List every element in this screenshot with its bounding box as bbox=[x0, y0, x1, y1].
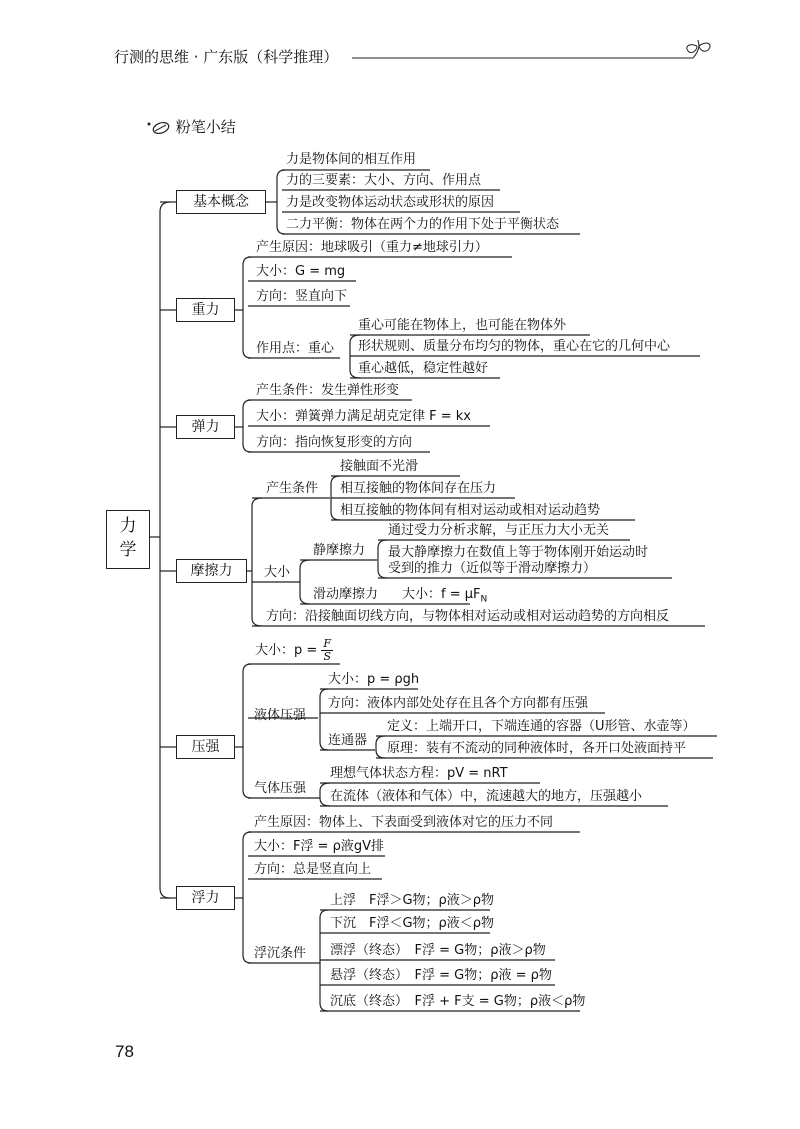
pressure-liquid-size: 大小：p = ρgh bbox=[328, 672, 420, 687]
buoyancy-cond-label: 浮沉条件 bbox=[254, 946, 307, 961]
branch-friction bbox=[176, 559, 247, 583]
branch-friction-label: 摩擦力 bbox=[190, 563, 233, 579]
friction-sliding-label: 滑动摩擦力 bbox=[313, 587, 379, 602]
branch-buoyancy-label: 浮力 bbox=[191, 890, 220, 906]
gravity-point: 作用点：重心 bbox=[256, 341, 335, 356]
pressure-connector-principle: 原理：装有不流动的同种液体时，各开口处液面持平 bbox=[387, 741, 687, 756]
buoyancy-cond-item: 悬浮（终态） F浮 = G物；ρ液 = ρ物 bbox=[330, 968, 552, 983]
branch-buoyancy bbox=[176, 886, 235, 910]
pressure-gas-label: 气体压强 bbox=[254, 781, 307, 796]
branch-basic-label: 基本概念 bbox=[193, 194, 249, 210]
branch-elastic-label: 弹力 bbox=[191, 419, 220, 435]
friction-cond-item: 相互接触的物体间有相对运动或相对运动趋势 bbox=[340, 503, 601, 518]
pressure-connector-label: 连通器 bbox=[328, 733, 368, 748]
basic-item: 二力平衡：物体在两个力的作用下处于平衡状态 bbox=[286, 217, 560, 232]
header-title: 行测的思维 · 广东版（科学推理） bbox=[114, 48, 339, 66]
friction-cond-item: 相互接触的物体间存在压力 bbox=[340, 481, 497, 496]
pressure-frac-den: S bbox=[323, 650, 332, 663]
buoyancy-cond-item: 上浮 F浮＞G物；ρ液＞ρ物 bbox=[330, 893, 495, 908]
pressure-frac-num: F bbox=[323, 637, 332, 650]
pressure-gas-item: 在流体（液体和气体）中，流速越大的地方，压强越小 bbox=[330, 789, 643, 804]
friction-static-item: 最大静摩擦力在数值上等于物体刚开始运动时 bbox=[388, 545, 649, 560]
buoyancy-cond-item: 漂浮（终态） F浮 = G物；ρ液＞ρ物 bbox=[330, 943, 546, 958]
branch-pressure-label: 压强 bbox=[191, 739, 220, 755]
buoyancy-cause: 产生原因：物体上、下表面受到液体对它的压力不同 bbox=[254, 815, 554, 830]
branch-basic bbox=[176, 190, 266, 214]
branch-elastic bbox=[176, 415, 235, 439]
buoyancy-cond-item: 下沉 F浮＜G物；ρ液＜ρ物 bbox=[330, 916, 495, 931]
pressure-liquid-dir: 方向：液体内部处处存在且各个方向都有压强 bbox=[328, 696, 589, 711]
gravity-point-item: 重心越低，稳定性越好 bbox=[358, 361, 489, 376]
elastic-cond: 产生条件：发生弹性形变 bbox=[256, 383, 400, 398]
pressure-fraction bbox=[321, 638, 333, 663]
basic-item: 力是物体间的相互作用 bbox=[286, 152, 417, 167]
friction-cond-label: 产生条件 bbox=[266, 481, 319, 496]
root-label: 力学 bbox=[119, 516, 137, 560]
friction-sliding-sub: N bbox=[480, 594, 488, 605]
friction-static-item: 受到的推力（近似等于滑动摩擦力） bbox=[388, 561, 597, 576]
buoyancy-cond-item: 沉底（终态） F浮 + F支 = G物；ρ液＜ρ物 bbox=[330, 994, 586, 1009]
branch-gravity-label: 重力 bbox=[191, 302, 220, 318]
branch-gravity bbox=[176, 298, 235, 322]
basic-item: 力的三要素：大小、方向、作用点 bbox=[286, 173, 482, 188]
pressure-liquid-label: 液体压强 bbox=[254, 708, 307, 723]
friction-sliding-formula bbox=[402, 587, 487, 608]
gravity-point-item: 形状规则、质量分布均匀的物体，重心在它的几何中心 bbox=[358, 339, 671, 354]
friction-cond-item: 接触面不光滑 bbox=[340, 459, 419, 474]
section-title: 粉笔小结 bbox=[175, 118, 236, 136]
elastic-direction: 方向：指向恢复形变的方向 bbox=[256, 435, 413, 450]
root-node bbox=[106, 510, 150, 569]
buoyancy-size: 大小：F浮 = ρ液gV排 bbox=[254, 839, 385, 854]
gravity-direction: 方向：竖直向下 bbox=[256, 289, 348, 304]
gravity-point-item: 重心可能在物体上，也可能在物体外 bbox=[358, 318, 567, 333]
pressure-connector-def: 定义：上端开口，下端连通的容器（U形管、水壶等） bbox=[387, 719, 696, 734]
gravity-size: 大小：G = mg bbox=[256, 264, 346, 279]
elastic-size: 大小：弹簧弹力满足胡克定律 F = kx bbox=[256, 409, 471, 424]
branch-pressure bbox=[176, 735, 235, 759]
friction-sliding-formula-text: 大小：f = μF bbox=[402, 587, 481, 602]
friction-static-item: 通过受力分析求解，与正压力大小无关 bbox=[388, 523, 610, 538]
friction-static-label: 静摩擦力 bbox=[313, 543, 366, 558]
page-number: 78 bbox=[115, 1042, 134, 1061]
pressure-size bbox=[255, 638, 333, 663]
friction-size-label: 大小 bbox=[264, 565, 291, 580]
basic-item: 力是改变物体运动状态或形状的原因 bbox=[286, 195, 495, 210]
gravity-cause: 产生原因：地球吸引（重力≠地球引力） bbox=[256, 240, 488, 255]
pressure-gas-item: 理想气体状态方程：pV = nRT bbox=[330, 766, 508, 781]
friction-direction: 方向：沿接触面切线方向，与物体相对运动或相对运动趋势的方向相反 bbox=[266, 609, 670, 624]
pressure-size-prefix: 大小：p = bbox=[255, 643, 318, 658]
buoyancy-direction: 方向：总是竖直向上 bbox=[254, 862, 372, 877]
